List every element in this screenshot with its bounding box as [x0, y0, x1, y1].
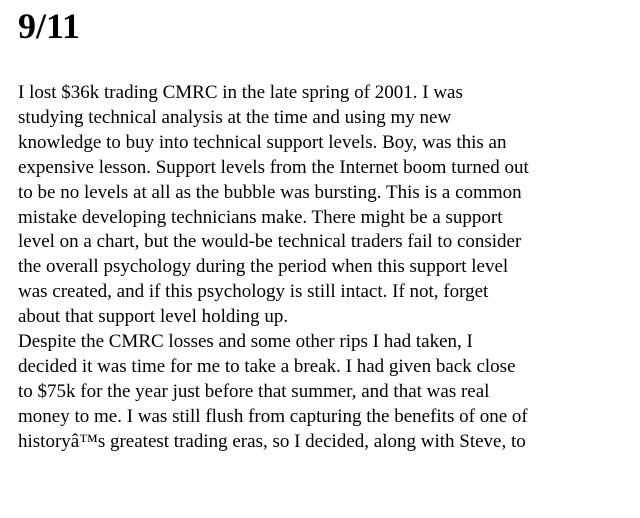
- text-line: studying technical analysis at the time and using my new: [18, 106, 452, 128]
- document-page: [18, 0, 628, 455]
- text-line: about that support level holding up.: [18, 306, 289, 328]
- text-line: the overall psychology during the period when this support level: [18, 256, 509, 278]
- text-line: to $75k for the year just before that summer, and that was real: [18, 380, 490, 402]
- paragraph-1: [18, 81, 628, 330]
- text-line: decided it was time for me to take a break. I had given back close: [18, 355, 516, 377]
- text-line: Despite the CMRC losses and some other rips I had taken, I: [18, 331, 473, 353]
- text-line: I lost $36k trading CMRC in the late spring of 2001. I was: [18, 82, 463, 103]
- text-line: to be no levels at all as the bubble was bursting. This is a common: [18, 181, 522, 203]
- body-text: [18, 81, 628, 455]
- paragraph-2: [18, 330, 628, 455]
- text-line: knowledge to buy into technical support levels. Boy, was this an: [18, 131, 507, 153]
- text-line: was created, and if this psychology is still intact. If not, forget: [18, 281, 489, 303]
- text-line: historyâ™s greatest trading eras, so I decided, along with Steve, to: [18, 430, 526, 452]
- page-title: 9/11: [18, 6, 81, 46]
- text-line: money to me. I was still flush from capturing the benefits of one of: [18, 405, 528, 427]
- text-line: mistake developing technicians make. There might be a support: [18, 206, 503, 228]
- text-line: level on a chart, but the would-be technical traders fail to consider: [18, 231, 522, 253]
- text-line: expensive lesson. Support levels from the Internet boom turned out: [18, 156, 529, 178]
